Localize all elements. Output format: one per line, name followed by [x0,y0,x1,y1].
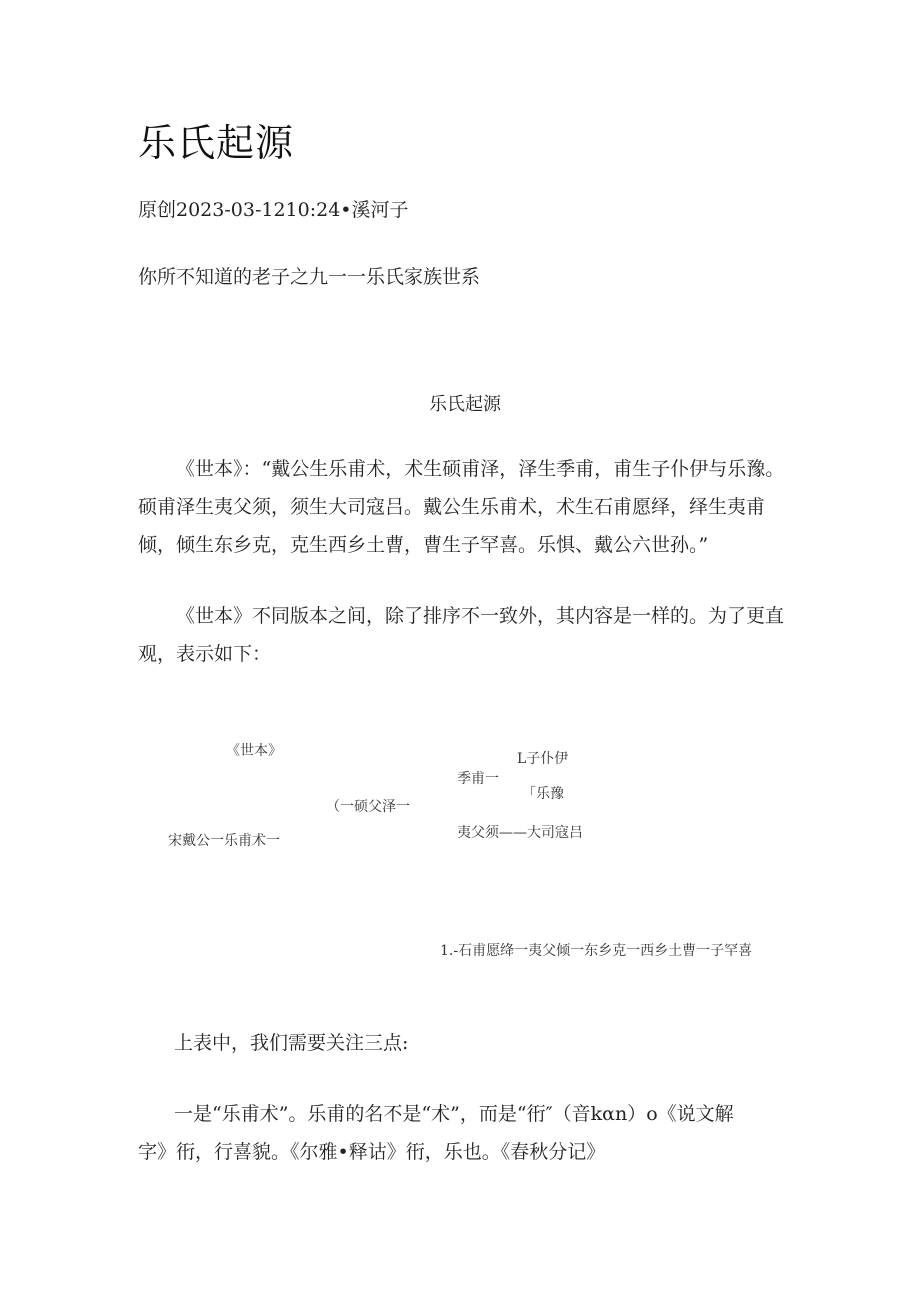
paragraph-point-one [138,1095,798,1171]
paragraph-shiben-quote [138,450,788,564]
section-heading: 乐氏起源 [429,394,501,415]
paragraph-versions [138,597,788,673]
diagram-branch-shuofu: （一硕父泽一 [326,799,410,815]
diagram-node-zipuyi: L子仆伊 [517,751,569,767]
paragraph-text: 《世本》不同版本之间，除了排序不一致外，其内容是一样的。为了更直观，表示如下： [138,605,785,665]
diagram-node-jifu: 季甫一 [457,771,499,787]
article-meta: 原创2023-03-1210:24•溪河子 [138,199,409,221]
diagram-root-node: 宋戴公一乐甫术一 [168,833,280,849]
paragraph-line: 字》衎，行喜貌。《尔雅•释诂》衎，乐也。《春秋分记》 [138,1141,606,1163]
paragraph-three-points: 上表中，我们需要关注三点: [174,1032,409,1054]
article-title: 乐氏起源 [138,121,295,165]
paragraph-text: 《世本》：“戴公生乐甫术，术生硕甫泽，泽生季甫，甫生子仆伊与乐豫。硕甫泽生夷父须，须生大司寇吕。戴公生乐甫术，术生石甫愿绎，绎生夷甫倾，倾生东乡克，克生西乡土曹，曹生子罕喜。乐惧、戴公六世孙。” [138,458,785,556]
paragraph-line: 一是“乐甫术”。乐甫的名不是“术”，而是“衎″（音kαn）o《说文解 [174,1103,734,1125]
article-subtitle: 你所不知道的老子之九一一乐氏家族世系 [138,266,481,288]
diagram-source-label: 《世本》 [226,743,282,759]
diagram-node-yifuxu: 夷父须——大司寇吕 [457,825,583,841]
diagram-branch-shifu: 1.-石甫愿绛一夷父倾一东乡克一西乡土曹一子罕喜 [440,943,753,959]
diagram-node-leyu: 「乐豫 [522,786,564,802]
